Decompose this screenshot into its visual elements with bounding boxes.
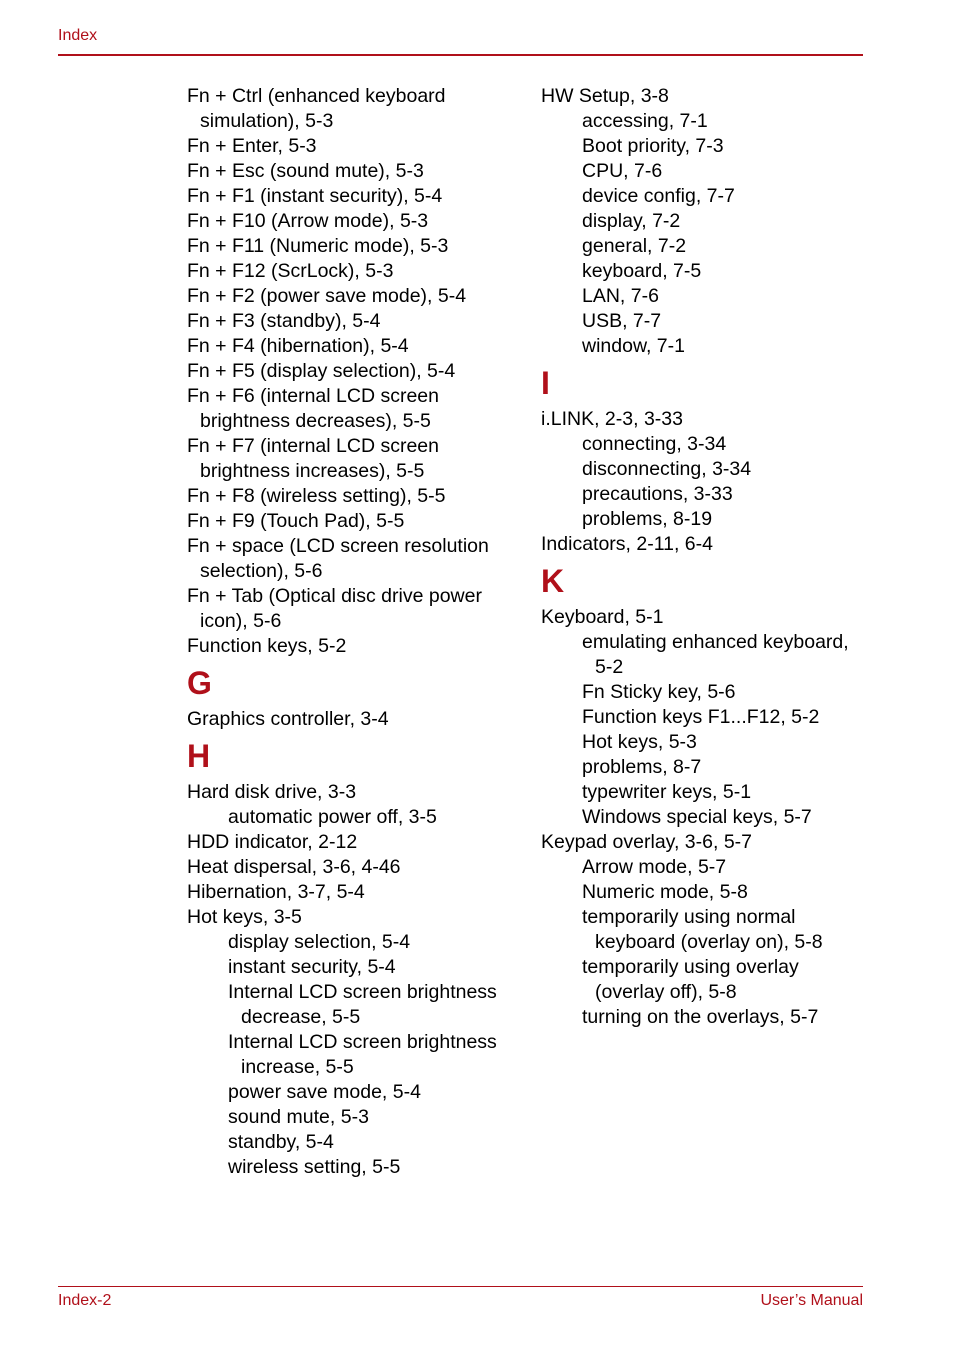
index-entry <box>187 184 517 209</box>
index-entry-text: Fn Sticky key, 5-6 <box>582 681 736 703</box>
index-entry <box>187 234 517 259</box>
index-entry-text: Hard disk drive, 3-3 <box>187 781 357 803</box>
index-entry <box>541 855 871 880</box>
index-entry-text: device config, 7-7 <box>582 185 735 207</box>
index-entry <box>187 707 517 732</box>
index-entry-text: temporarily using normal <box>582 906 796 928</box>
index-entry <box>187 855 517 880</box>
index-entry <box>187 1155 517 1180</box>
index-entry <box>187 334 517 359</box>
footer-rule <box>58 1286 863 1287</box>
index-entry-text: LAN, 7-6 <box>582 285 659 307</box>
index-entry-text: Fn + F1 (instant security), 5-4 <box>187 185 443 207</box>
index-entry <box>187 434 517 484</box>
index-entry <box>187 1105 517 1130</box>
index-entry <box>541 1005 871 1030</box>
page-number: Index-2 <box>58 1292 112 1309</box>
index-entry-text: sound mute, 5-3 <box>228 1106 369 1128</box>
index-entry <box>187 159 517 184</box>
index-entry-text: Fn + Ctrl (enhanced keyboard <box>187 85 446 107</box>
index-entry-text: Graphics controller, 3-4 <box>187 708 389 730</box>
index-entry-text: automatic power off, 3-5 <box>228 806 437 828</box>
index-entry <box>541 730 871 755</box>
index-entry <box>541 284 871 309</box>
index-entry <box>541 209 871 234</box>
index-entry <box>187 134 517 159</box>
index-entry-text: Fn + F12 (ScrLock), 5-3 <box>187 260 394 282</box>
index-entry <box>541 432 871 457</box>
index-entry <box>187 805 517 830</box>
index-entry-continuation: icon), 5-6 <box>200 610 282 632</box>
h-entries <box>187 780 517 1180</box>
index-entry-text: Keyboard, 5-1 <box>541 606 664 628</box>
index-entry <box>187 209 517 234</box>
index-entry-text: disconnecting, 3-34 <box>582 458 752 480</box>
index-entry <box>541 630 871 680</box>
index-column-left <box>187 84 517 1180</box>
index-entry <box>187 1130 517 1155</box>
index-entry-text: HW Setup, 3-8 <box>541 85 669 107</box>
index-entry-text: standby, 5-4 <box>228 1131 334 1153</box>
index-entry-text: Hot keys, 3-5 <box>187 906 302 928</box>
section-letter-k: K <box>541 563 565 599</box>
index-entry <box>541 482 871 507</box>
index-entry <box>541 905 871 955</box>
section-letter-h: H <box>187 738 211 774</box>
k-entries <box>541 605 871 1030</box>
index-entry-text: Fn + F3 (standby), 5-4 <box>187 310 381 332</box>
index-entry-text: CPU, 7-6 <box>582 160 663 182</box>
index-entry-text: display selection, 5-4 <box>228 931 411 953</box>
index-entry-text: Hibernation, 3-7, 5-4 <box>187 881 365 903</box>
index-entry-text: Function keys, 5-2 <box>187 635 347 657</box>
index-entry <box>187 384 517 434</box>
index-entry <box>541 705 871 730</box>
index-entry <box>541 334 871 359</box>
index-entry-continuation: selection), 5-6 <box>200 560 323 582</box>
index-entry <box>187 980 517 1030</box>
index-entry-text: Numeric mode, 5-8 <box>582 881 748 903</box>
index-entry <box>187 1030 517 1080</box>
index-entry-text: Internal LCD screen brightness <box>228 1031 497 1053</box>
index-entry <box>187 1080 517 1105</box>
index-entry <box>541 805 871 830</box>
index-entry-text: Boot priority, 7-3 <box>582 135 724 157</box>
index-entry <box>541 184 871 209</box>
index-entry <box>541 755 871 780</box>
section-letter-i: I <box>541 365 550 401</box>
index-entry <box>187 930 517 955</box>
index-entry-text: Fn + F5 (display selection), 5-4 <box>187 360 456 382</box>
index-entry <box>541 507 871 532</box>
index-entry-text: problems, 8-19 <box>582 508 713 530</box>
index-entry <box>541 109 871 134</box>
index-entry <box>187 830 517 855</box>
index-entry <box>541 159 871 184</box>
index-entry <box>187 955 517 980</box>
index-entry <box>541 880 871 905</box>
index-entry-text: Fn + F10 (Arrow mode), 5-3 <box>187 210 429 232</box>
index-entry <box>541 830 871 855</box>
index-entry-text: Fn + Esc (sound mute), 5-3 <box>187 160 424 182</box>
index-entry-text: Fn + F11 (Numeric mode), 5-3 <box>187 235 449 257</box>
index-entry-text: Function keys F1...F12, 5-2 <box>582 706 820 728</box>
hw-entries <box>541 84 871 359</box>
index-entry-text: turning on the overlays, 5-7 <box>582 1006 819 1028</box>
index-entry-text: Internal LCD screen brightness <box>228 981 497 1003</box>
index-entry <box>541 407 871 432</box>
index-entry-text: connecting, 3-34 <box>582 433 727 455</box>
index-entry <box>541 309 871 334</box>
index-entry <box>541 457 871 482</box>
index-entry <box>187 509 517 534</box>
index-entry-continuation: (overlay off), 5-8 <box>595 981 737 1003</box>
index-entry <box>187 905 517 930</box>
index-entry-continuation: keyboard (overlay on), 5-8 <box>595 931 823 953</box>
index-entry <box>541 680 871 705</box>
index-entry <box>187 259 517 284</box>
index-entry-text: Hot keys, 5-3 <box>582 731 697 753</box>
index-entry-text: USB, 7-7 <box>582 310 662 332</box>
index-entry-text: typewriter keys, 5-1 <box>582 781 752 803</box>
index-entry-text: accessing, 7-1 <box>582 110 708 132</box>
index-entry-text: display, 7-2 <box>582 210 681 232</box>
index-entry <box>187 284 517 309</box>
index-entry-text: power save mode, 5-4 <box>228 1081 421 1103</box>
index-entry <box>187 634 517 659</box>
index-entry <box>541 955 871 1005</box>
index-column-right <box>541 84 871 1030</box>
index-entry-text: wireless setting, 5-5 <box>228 1156 401 1178</box>
index-entry-text: i.LINK, 2-3, 3-33 <box>541 408 683 430</box>
index-entry <box>541 84 871 109</box>
index-entry-text: HDD indicator, 2-12 <box>187 831 358 853</box>
index-entry-text: Fn + F9 (Touch Pad), 5-5 <box>187 510 405 532</box>
index-entry <box>541 605 871 630</box>
index-entry-continuation: simulation), 5-3 <box>200 110 334 132</box>
section-letter-g: G <box>187 665 212 701</box>
index-entry-text: temporarily using overlay <box>582 956 799 978</box>
index-entry-continuation: increase, 5-5 <box>241 1056 354 1078</box>
index-entry <box>541 234 871 259</box>
index-entry-text: Fn + F7 (internal LCD screen <box>187 435 439 457</box>
index-entry-text: emulating enhanced keyboard, <box>582 631 849 653</box>
index-entry <box>187 880 517 905</box>
index-entry-text: Fn + Enter, 5-3 <box>187 135 317 157</box>
index-entry-text: Fn + F4 (hibernation), 5-4 <box>187 335 409 357</box>
index-entry-text: Fn + F2 (power save mode), 5-4 <box>187 285 467 307</box>
index-entry-text: window, 7-1 <box>582 335 685 357</box>
index-entry-text: problems, 8-7 <box>582 756 702 778</box>
index-entry-text: Heat dispersal, 3-6, 4-46 <box>187 856 401 878</box>
index-entry-text: instant security, 5-4 <box>228 956 396 978</box>
index-entry-text: Fn + Tab (Optical disc drive power <box>187 585 482 607</box>
index-entry-continuation: brightness increases), 5-5 <box>200 460 425 482</box>
index-entry <box>187 584 517 634</box>
index-entry-continuation: 5-2 <box>595 656 624 678</box>
index-entry <box>541 259 871 284</box>
running-header: Index <box>58 27 98 44</box>
index-entry-continuation: brightness decreases), 5-5 <box>200 410 431 432</box>
index-entry-continuation: decrease, 5-5 <box>241 1006 361 1028</box>
fn-entries <box>187 84 517 659</box>
index-entry-text: Indicators, 2-11, 6-4 <box>541 533 713 555</box>
index-entry-text: Windows special keys, 5-7 <box>582 806 812 828</box>
index-entry <box>187 84 517 134</box>
index-entry <box>187 484 517 509</box>
index-entry <box>187 359 517 384</box>
index-entry-text: general, 7-2 <box>582 235 687 257</box>
index-entry <box>541 532 871 557</box>
index-entry-text: Arrow mode, 5-7 <box>582 856 727 878</box>
index-entry <box>187 309 517 334</box>
index-entry-text: precautions, 3-33 <box>582 483 733 505</box>
i-entries <box>541 407 871 557</box>
index-entry <box>187 780 517 805</box>
index-entry <box>541 134 871 159</box>
index-entry-text: Fn + F8 (wireless setting), 5-5 <box>187 485 446 507</box>
index-entry <box>541 780 871 805</box>
manual-title: User’s Manual <box>760 1292 863 1309</box>
header-rule <box>58 54 863 56</box>
index-entry-text: Keypad overlay, 3-6, 5-7 <box>541 831 753 853</box>
index-entry-text: keyboard, 7-5 <box>582 260 702 282</box>
index-entry-text: Fn + F6 (internal LCD screen <box>187 385 439 407</box>
index-entry <box>187 534 517 584</box>
index-entry-text: Fn + space (LCD screen resolution <box>187 535 489 557</box>
g-entries <box>187 707 517 732</box>
